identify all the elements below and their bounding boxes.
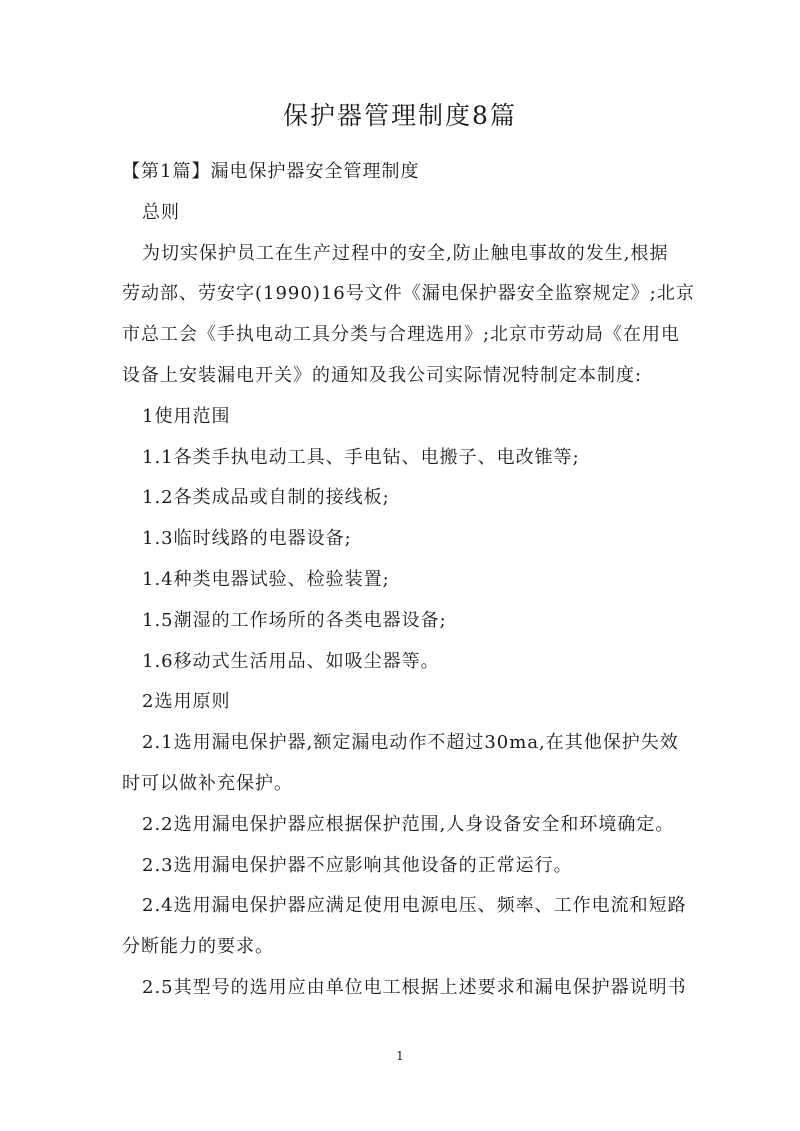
paragraph: 2.3选用漏电保护器不应影响其他设备的正常运行。 — [142, 854, 573, 876]
paragraph: 劳动部、劳安字(1990)16号文件《漏电保护器安全监察规定》;北京 — [122, 283, 695, 305]
paragraph: 为切实保护员工在生产过程中的安全,防止触电事故的发生,根据 — [142, 242, 669, 264]
paragraph: 市总工会《手执电动工具分类与合理选用》;北京市劳动局《在用电 — [122, 324, 681, 346]
paragraph: 1.2各类成品或自制的接线板; — [142, 487, 390, 509]
paragraph: 1.3临时线路的电器设备; — [142, 528, 352, 550]
paragraph: 1使用范围 — [142, 405, 231, 427]
document-body — [122, 152, 695, 1009]
paragraph: 总则 — [142, 201, 180, 223]
paragraph: 2.1选用漏电保护器,额定漏电动作不超过30ma,在其他保护失效 — [142, 732, 679, 754]
paragraph: 1.1各类手执电动工具、手电钻、电搬子、电改锥等; — [142, 446, 580, 468]
paragraph: 1.6移动式生活用品、如吸尘器等。 — [142, 650, 440, 672]
paragraph: 2.5其型号的选用应由单位电工根据上述要求和漏电保护器说明书 — [142, 976, 687, 998]
paragraph: 2.4选用漏电保护器应满足使用电源电压、频率、工作电流和短路 — [142, 895, 687, 917]
paragraph: 时可以做补充保护。 — [122, 772, 293, 794]
paragraph: 2选用原则 — [142, 691, 231, 713]
paragraph: 2.2选用漏电保护器应根据保护范围,人身设备安全和环境确定。 — [142, 813, 675, 835]
paragraph: 1.4种类电器试验、检验装置; — [142, 568, 390, 590]
document-title: 保护器管理制度8篇 — [283, 101, 517, 130]
page-number: 1 — [396, 1049, 404, 1063]
paragraph: 设备上安装漏电开关》的通知及我公司实际情况特制定本制度: — [122, 364, 643, 386]
paragraph: 1.5潮湿的工作场所的各类电器设备; — [142, 609, 447, 631]
paragraph: 分断能力的要求。 — [122, 936, 274, 958]
paragraph: 【第1篇】漏电保护器安全管理制度 — [122, 161, 420, 182]
